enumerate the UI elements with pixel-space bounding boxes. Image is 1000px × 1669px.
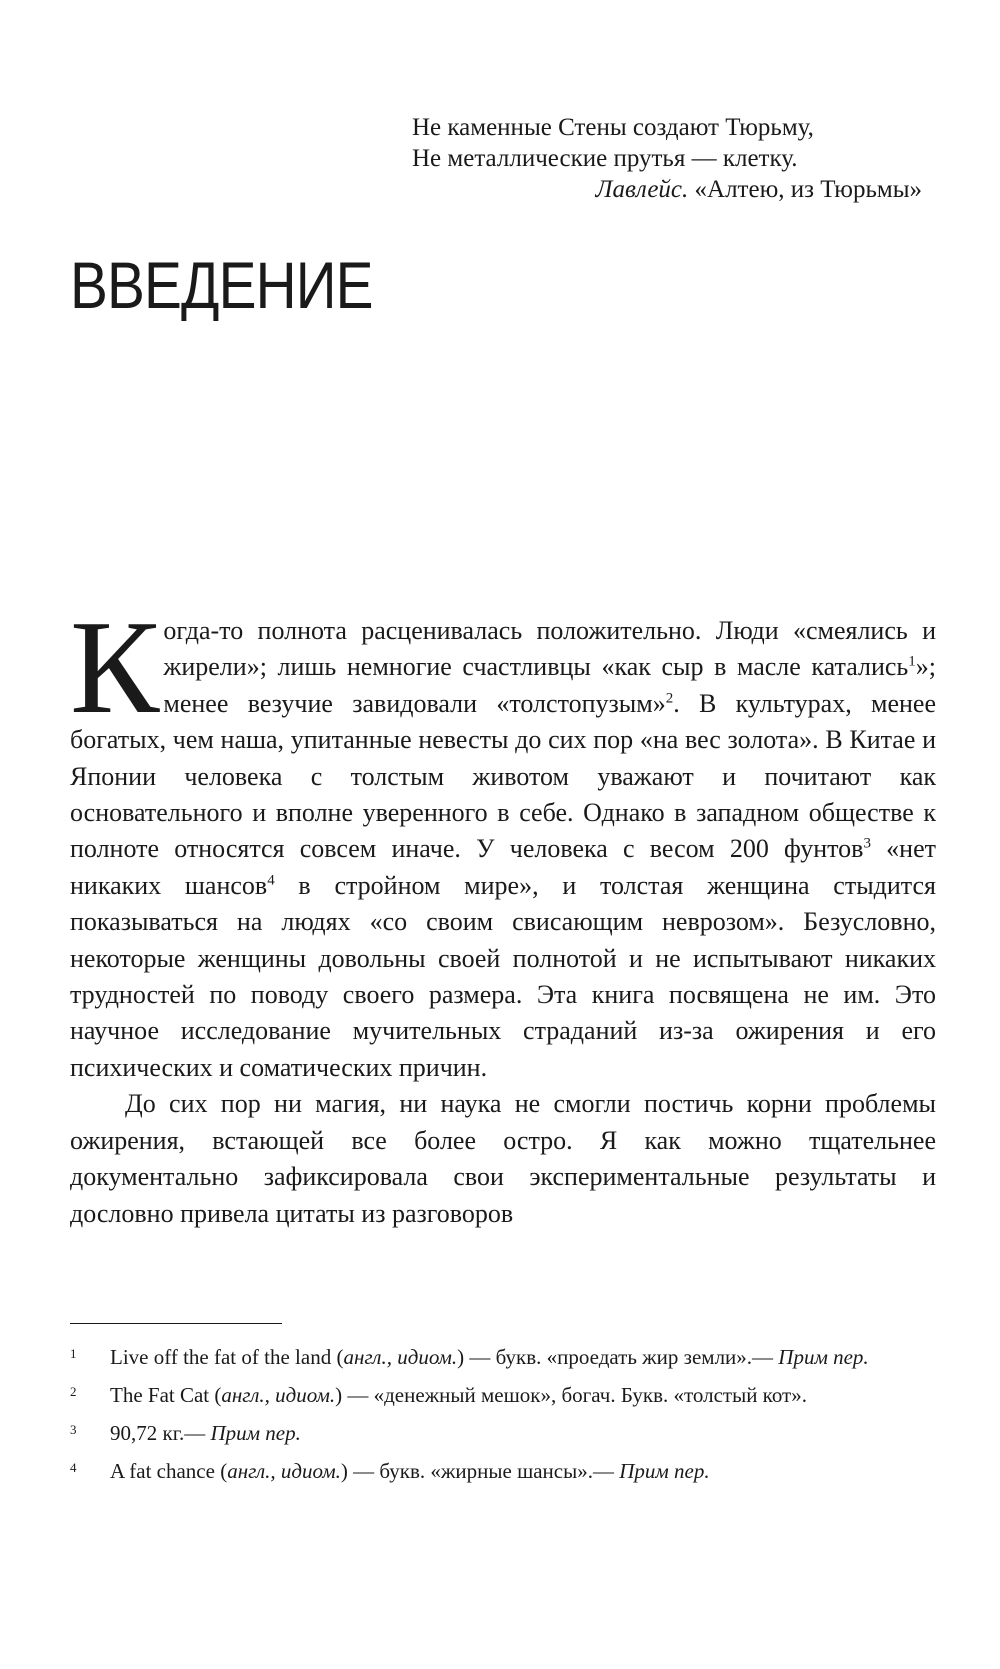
footnote-text: A fat chance ( [110, 1459, 228, 1483]
chapter-heading: ВВЕДЕНИЕ [70, 248, 373, 322]
epigraph-line-2: Не металлические прутья — клетку. [412, 145, 798, 172]
paragraph-1-part-1: огда-то полнота расценивалась положительно. Люди «смеялись и жирели»; лишь немногие счастливцы «как сыр в масле катались [163, 616, 936, 682]
footnote-ref-2[interactable]: 2 [665, 690, 674, 707]
footnote-ref-1[interactable]: 1 [908, 653, 916, 670]
footnote-3 [70, 1418, 936, 1448]
footnote-ref-4[interactable]: 4 [267, 872, 275, 889]
paragraph-1 [70, 593, 936, 1086]
paragraph-1-part-4: «нет никаких шансов [70, 834, 936, 900]
footnote-translator-tag: Прим пер. [778, 1345, 869, 1369]
epigraph-author: Лавлейс. [595, 176, 689, 203]
footnote-language-note: англ., идиом. [221, 1383, 336, 1407]
epigraph-line-1: Не каменные Стены создают Тюрьму, [412, 114, 814, 141]
epigraph-work: «Алтею, из Тюрьмы» [694, 176, 922, 203]
footnote-translator-tag: Прим пер. [210, 1421, 301, 1445]
footnote-translator-tag: Прим пер. [619, 1459, 710, 1483]
footnote-language-note: англ., идиом. [227, 1459, 341, 1483]
body-text [70, 593, 936, 1232]
epigraph [412, 112, 932, 205]
footnote-text: The Fat Cat ( [110, 1383, 222, 1407]
epigraph-source [412, 174, 932, 205]
footnote-number: 3 [70, 1422, 77, 1437]
footnote-2 [70, 1380, 936, 1410]
paragraph-1-part-2: »; менее везучие завидовали «толстопузым» [163, 652, 936, 718]
footnote-number: 4 [70, 1460, 77, 1475]
footnote-1 [70, 1342, 936, 1372]
footnote-number: 1 [70, 1346, 77, 1361]
drop-cap: К [70, 593, 160, 741]
footnote-ref-3[interactable]: 3 [863, 835, 871, 852]
footnote-language-note: англ., идиом. [343, 1345, 458, 1369]
footnote-text: Live off the fat of the land ( [110, 1345, 344, 1369]
paragraph-1-part-5: в стройном мире», и толстая женщина стыдится показываться на людях «со своим свисающим неврозом». Безусловно, некоторые женщины довольны своей полнотой и не испытывают никаких трудностей по поводу своего размера. Эта книга посвящена не им. Это научное исследование мучительных страданий из-за ожирения и его психических и соматических причин. [70, 870, 936, 1082]
footnote-text: 90,72 кг.— [110, 1421, 211, 1445]
footnote-number: 2 [70, 1384, 77, 1399]
footnote-text: ) — «денежный мешок», богач. Букв. «толстый кот». [335, 1383, 807, 1407]
footnote-text: ) — букв. «жирные шансы».— [340, 1459, 620, 1483]
paragraph-1-part-3: . В культурах, менее богатых, чем наша, упитанные невесты до сих пор «на вес золота». В Китае и Японии человека с толстым животом уважают и почитают как основательного и вполне уверенного в себе. Однако в западном обществе к полноте относятся совсем иначе. У человека с весом 200 фунтов [70, 688, 936, 864]
footnote-4 [70, 1456, 936, 1486]
paragraph-2: До сих пор ни магия, ни наука не смогли постичь корни проблемы ожирения, встающей все более остро. Я как можно тщательнее документально зафиксировала свои экспериментальные результаты и дословно привела цитаты из разговоров [70, 1089, 936, 1228]
footnotes [70, 1342, 936, 1494]
footnote-divider [70, 1323, 282, 1324]
footnote-text: ) — букв. «проедать жир земли».— [457, 1345, 779, 1369]
